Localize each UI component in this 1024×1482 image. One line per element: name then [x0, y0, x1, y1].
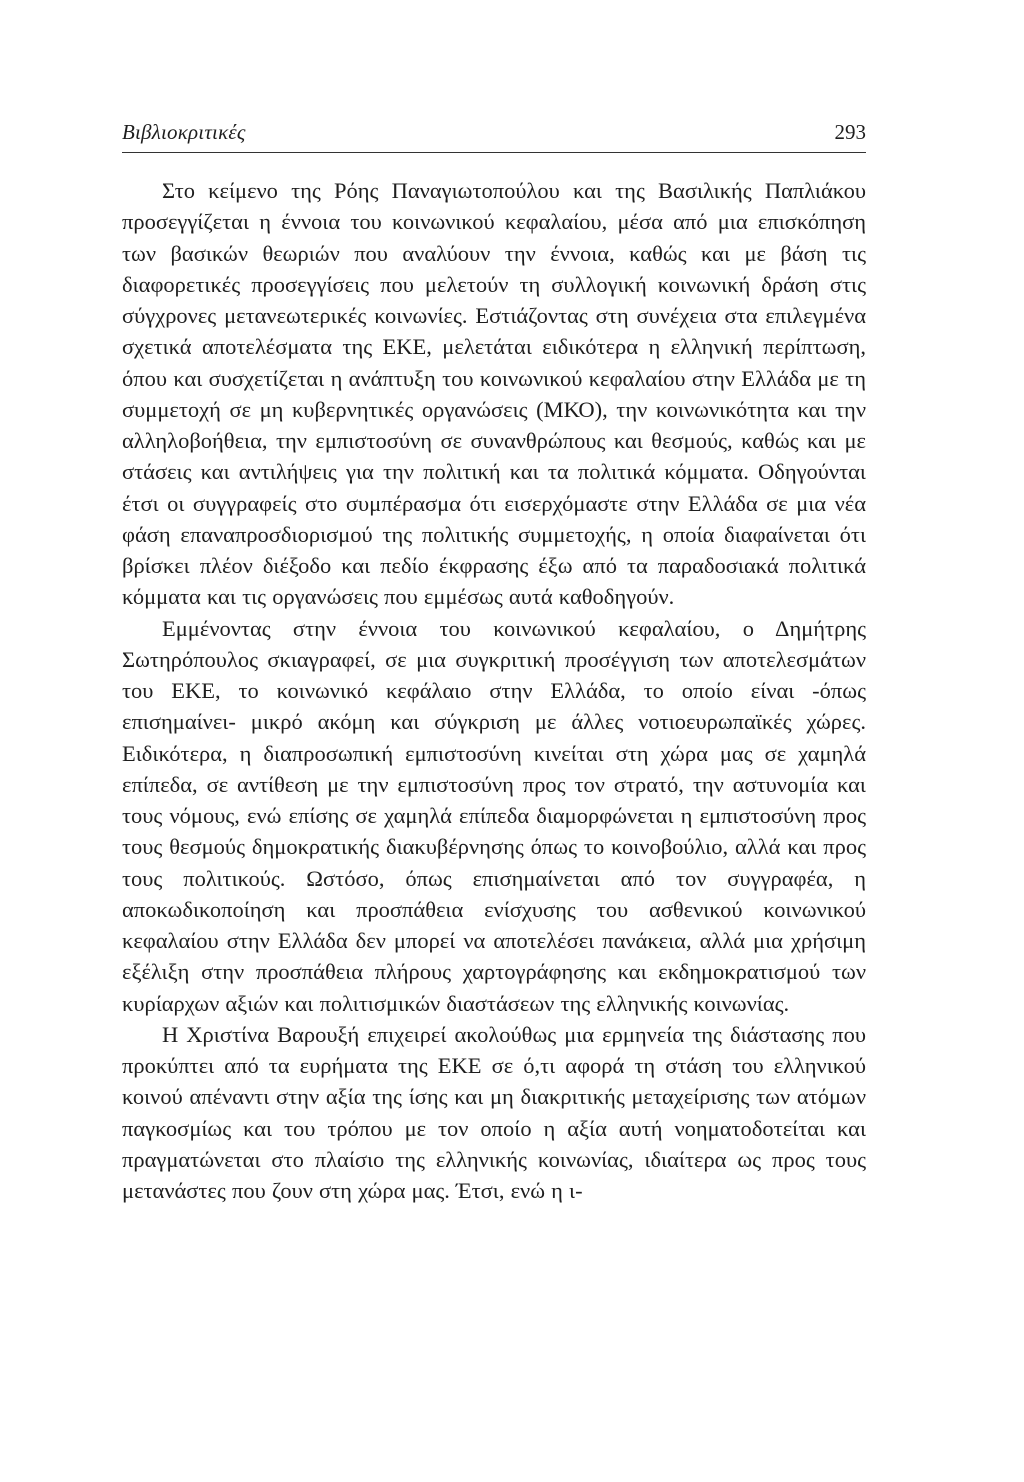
page-number: 293	[834, 120, 866, 144]
paragraph-3: Η Χριστίνα Βαρουξή επιχειρεί ακολούθως μια ερμηνεία της διάστασης που προκύπτει από τα ευρήματα της ΕΚΕ σε ό,τι αφορά τη στάση του ελληνικού κοινού απέναντι στην αξία της ίσης και μη διακριτικής μεταχείρισης των ατόμων παγκοσμίως και του τρόπου με τον οποίο η αξία αυτή νοηματοδοτείται και πραγματώνεται στο πλαίσιο της ελληνικής κοινωνίας, ιδιαίτερα ως προς τους μετανάστες που ζουν στη χώρα μας. Έτσι, ενώ η ι-	[122, 1021, 866, 1203]
running-head: Βιβλιοκριτικές	[122, 120, 246, 144]
paragraph-1: Στο κείμενο της Ρόης Παναγιωτοπούλου και της Βασιλικής Παπλιάκου προσεγγίζεται η έννοια του κοινωνικού κεφαλαίου, μέσα από μια επισκόπηση των βασικών θεωριών που αναλύουν την έννοια, καθώς και με βάση τις διαφορετικές προσεγγίσεις που μελετούν τη συλλογική κοινωνική δράση στις σύγχρονες μετανεωτερικές κοινωνίες. Εστιάζοντας στη συνέχεια στα επιλεγμένα σχετικά αποτελέσματα της ΕΚΕ, μελετάται ειδικότερα η ελληνική περίπτωση, όπου και συσχετίζεται η ανάπτυξη του κοινωνικού κεφαλαίου στην Ελλάδα με τη συμμετοχή σε μη κυβερνητικές οργανώσεις (ΜΚΟ), την κοινωνικότητα και την αλληλοβοήθεια, την εμπιστοσύνη σε συνανθρώπους και θεσμούς, καθώς και με στάσεις και αντιλήψεις για την πολιτική και τα πολιτικά κόμματα. Οδηγούνται έτσι οι συγγραφείς στο συμπέρασμα ότι εισερχόμαστε στην Ελλάδα σε μια νέα φάση επαναπροσδιορισμού της πολιτικής συμμετοχής, η οποία διαφαίνεται ότι βρίσκει πλέον διέξοδο και πεδίο έκφρασης έξω από τα παραδοσιακά πολιτικά κόμματα και τις οργανώσεις που εμμέσως αυτά καθοδηγούν.	[122, 178, 866, 610]
body-text	[122, 175, 866, 1206]
page-header	[122, 116, 866, 153]
paragraph-2: Εμμένοντας στην έννοια του κοινωνικού κεφαλαίου, ο Δημήτρης Σωτηρόπουλος σκιαγραφεί, σε μια συγκριτική προσέγγιση των αποτελεσμάτων του ΕΚΕ, το κοινωνικό κεφάλαιο στην Ελλάδα, το οποίο είναι -όπως επισημαίνει- μικρό ακόμη και σύγκριση με άλλες νοτιοευρωπαϊκές χώρες. Ειδικότερα, η διαπροσωπική εμπιστοσύνη κινείται στη χώρα μας σε χαμηλά επίπεδα, σε αντίθεση με την εμπιστοσύνη προς τον στρατό, την αστυνομία και τους νόμους, ενώ επίσης σε χαμηλά επίπεδα διαμορφώνεται η εμπιστοσύνη προς τους θεσμούς δημοκρατικής διακυβέρνησης όπως το κοινοβούλιο, αλλά και προς τους πολιτικούς. Ωστόσο, όπως επισημαίνεται από τον συγγραφέα, η αποκωδικοποίηση και προσπάθεια ενίσχυσης του ασθενικού κοινωνικού κεφαλαίου στην Ελλάδα δεν μπορεί να αποτελέσει πανάκεια, αλλά μια χρήσιμη εξέλιξη στην προσπάθεια πλήρους χαρτογράφησης και εκδημοκρατισμού των κυρίαρχων αξιών και πολιτισμικών διαστάσεων της ελληνικής κοινωνίας.	[122, 615, 866, 1016]
